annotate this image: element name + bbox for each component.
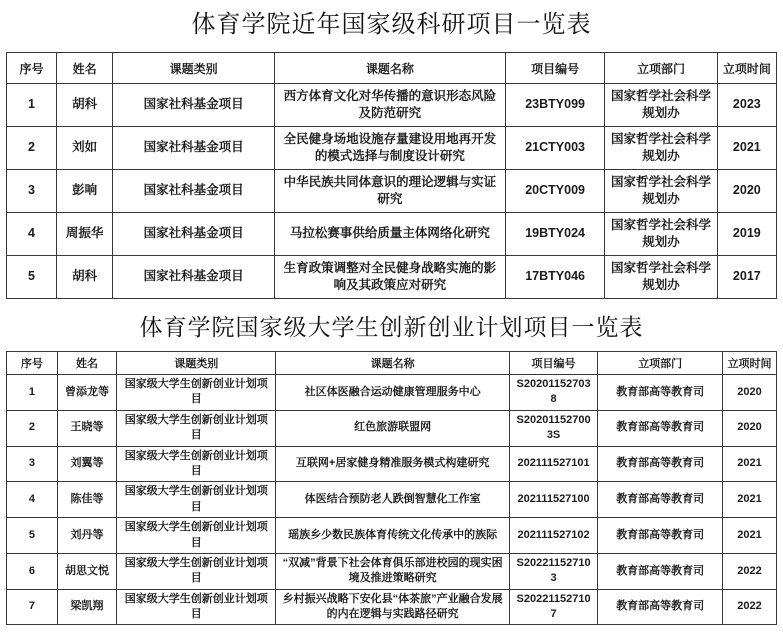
header-row [7,53,777,84]
table-cell: 国家哲学社会科学规划办 [605,256,717,299]
table-cell: 5 [7,256,57,299]
table-cell: “双减”背景下社会体育俱乐部进校园的现实困境及推进策略研究 [276,553,509,589]
table-row [7,213,777,256]
column-header: 立项部门 [605,53,717,84]
table-cell: 2022 [723,553,777,589]
table-cell: 体医结合预防老人跌倒智慧化工作室 [276,482,509,518]
table-cell: 202111527101 [509,446,598,482]
table-cell: 2021 [717,127,776,170]
table-cell: 全民健身场地设施存量建设用地再开发的模式选择与制度设计研究 [274,127,505,170]
table-cell: 刘翼等 [57,446,116,482]
table-cell: 2021 [723,518,777,554]
table-cell: 国家社科基金项目 [113,213,275,256]
column-header: 课题类别 [117,352,276,375]
table-row [7,518,777,554]
table-cell: S202211527103 [509,553,598,589]
table-cell: 3 [7,446,58,482]
table-row [7,410,777,446]
table-cell: 教育部高等教育司 [598,446,723,482]
table-cell: S202011527003S [509,410,598,446]
innovation-projects-section [0,312,783,625]
table-cell: 国家社科基金项目 [113,127,275,170]
table-cell: 陈佳等 [57,482,116,518]
table-cell: 1 [7,375,58,411]
table-cell: 马拉松赛事供给质量主体网络化研究 [274,213,505,256]
column-header: 立项时间 [723,352,777,375]
table-cell: 2020 [723,410,777,446]
table-cell: 生育政策调整对全民健身战略实施的影响及其政策应对研究 [274,256,505,299]
table-cell: 梁凯翔 [57,589,116,625]
column-header: 课题名称 [274,53,505,84]
table-cell: 教育部高等教育司 [598,553,723,589]
table-cell: 国家哲学社会科学规划办 [605,84,717,127]
table-cell: 国家级大学生创新创业计划项目 [117,446,276,482]
table-cell: 国家哲学社会科学规划办 [605,213,717,256]
document-page [0,9,783,635]
table-cell: 2021 [723,482,777,518]
table-cell: 20CTY009 [505,170,604,213]
table-cell: 国家社科基金项目 [113,84,275,127]
table-cell: 国家级大学生创新创业计划项目 [117,482,276,518]
table-cell: 7 [7,589,58,625]
table-cell: 国家社科基金项目 [113,256,275,299]
table-cell: 国家级大学生创新创业计划项目 [117,553,276,589]
table-cell: 乡村振兴战略下安化县“体茶旅”产业融合发展的内在逻辑与实践路径研究 [276,589,509,625]
table-cell: 社区体医融合运动健康管理服务中心 [276,375,509,411]
table-cell: 2021 [723,446,777,482]
column-header: 姓名 [57,352,116,375]
table-cell: 曾添龙等 [57,375,116,411]
table-cell: 19BTY024 [505,213,604,256]
table-cell: 2 [7,127,57,170]
table-row [7,127,777,170]
table-cell: 教育部高等教育司 [598,482,723,518]
table-cell: 教育部高等教育司 [598,410,723,446]
table-cell: 彭响 [57,170,113,213]
table-cell: 4 [7,482,58,518]
table-cell: 4 [7,213,57,256]
table-cell: 周振华 [57,213,113,256]
research-projects-section [0,9,783,299]
table-cell: 中华民族共同体意识的理论逻辑与实证研究 [274,170,505,213]
table-cell: 教育部高等教育司 [598,589,723,625]
table-row [7,482,777,518]
research-projects-title: 体育学院近年国家级科研项目一览表 [191,11,592,38]
column-header: 姓名 [57,53,113,84]
column-header: 立项时间 [717,53,776,84]
table-cell: 17BTY046 [505,256,604,299]
table-cell: 红色旅游联盟网 [276,410,509,446]
table-cell: 21CTY003 [505,127,604,170]
table-row [7,589,777,625]
table-cell: 王晓等 [57,410,116,446]
table-cell: S202211527107 [509,589,598,625]
table-cell: 胡思文悦 [57,553,116,589]
column-header: 项目编号 [509,352,598,375]
research-projects-table [6,52,777,299]
table-cell: 国家哲学社会科学规划办 [605,170,717,213]
table-row [7,553,777,589]
table-cell: 2022 [723,589,777,625]
column-header: 序号 [7,53,57,84]
table-row [7,375,777,411]
table-cell: 瑶族乡少数民族体育传统文化传承中的族际 [276,518,509,554]
table-cell: 国家社科基金项目 [113,170,275,213]
table-row [7,84,777,127]
table-cell: 2017 [717,256,776,299]
table-cell: 2023 [717,84,776,127]
table-row [7,170,777,213]
table-cell: 胡科 [57,256,113,299]
table-cell: 6 [7,553,58,589]
column-header: 立项部门 [598,352,723,375]
column-header: 序号 [7,352,58,375]
table-cell: 2020 [717,170,776,213]
table-cell: 教育部高等教育司 [598,518,723,554]
table-cell: 国家级大学生创新创业计划项目 [117,410,276,446]
table-cell: 23BTY099 [505,84,604,127]
table-cell: 2 [7,410,58,446]
table-cell: 3 [7,170,57,213]
table-cell: 国家级大学生创新创业计划项目 [117,589,276,625]
table-cell: 国家哲学社会科学规划办 [605,127,717,170]
table-cell: 胡科 [57,84,113,127]
column-header: 项目编号 [505,53,604,84]
table-cell: 教育部高等教育司 [598,375,723,411]
table-cell: 国家级大学生创新创业计划项目 [117,518,276,554]
table-cell: 互联网+居家健身精准服务模式构建研究 [276,446,509,482]
table-cell: 2020 [723,375,777,411]
header-row [7,352,777,375]
innovation-projects-title: 体育学院国家级大学生创新创业计划项目一览表 [139,314,644,340]
table-cell: S202011527038 [509,375,598,411]
column-header: 课题名称 [276,352,509,375]
table-cell: 2019 [717,213,776,256]
table-cell: 西方体育文化对华传播的意识形态风险及防范研究 [274,84,505,127]
innovation-projects-table [6,351,777,625]
column-header: 课题类别 [113,53,275,84]
table-cell: 1 [7,84,57,127]
table-cell: 202111527100 [509,482,598,518]
table-row [7,256,777,299]
table-row [7,446,777,482]
table-cell: 202111527102 [509,518,598,554]
table-cell: 国家级大学生创新创业计划项目 [117,375,276,411]
table-cell: 5 [7,518,58,554]
table-cell: 刘丹等 [57,518,116,554]
table-cell: 刘如 [57,127,113,170]
